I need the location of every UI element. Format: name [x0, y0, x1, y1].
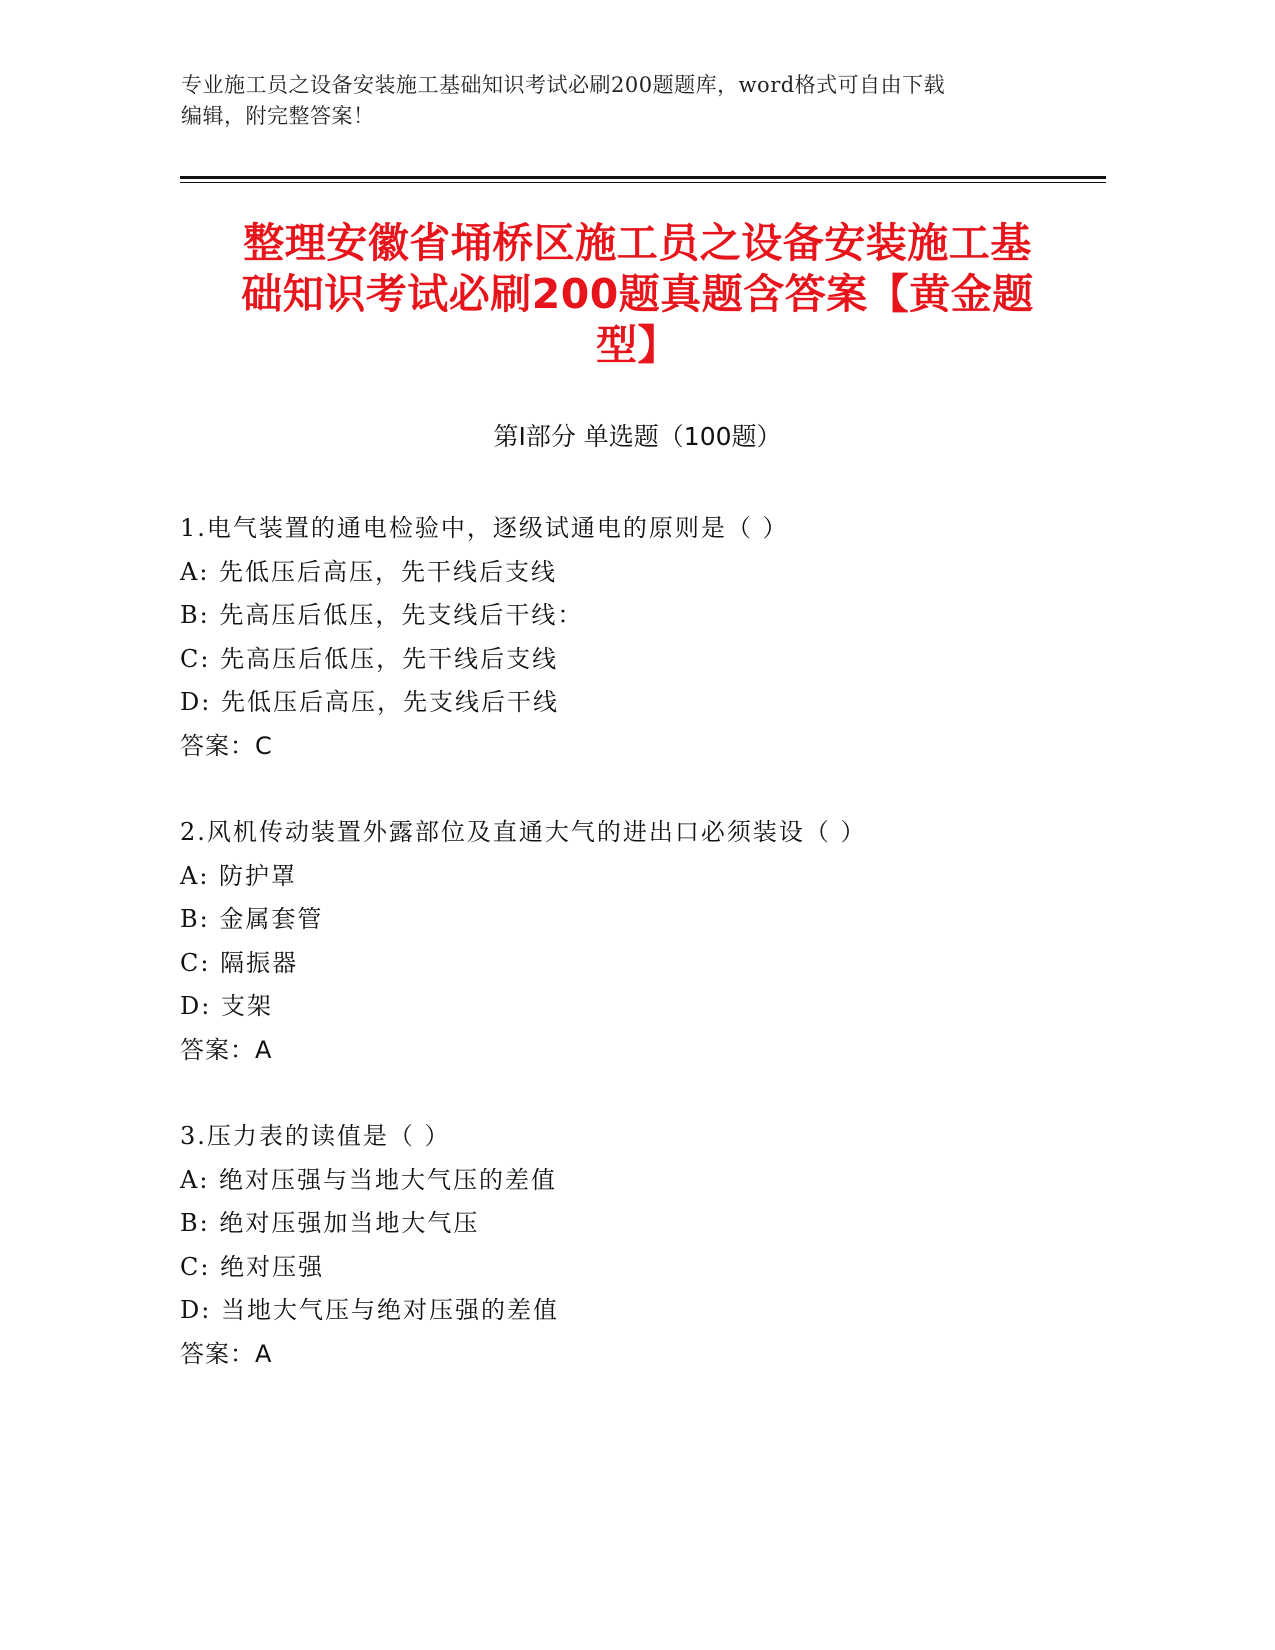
option-a: A: 先低压后高压，先干线后支线: [180, 557, 558, 586]
document-title-line-3: 型】: [596, 321, 679, 369]
option-c: C: 隔振器: [180, 948, 299, 977]
option-b: B: 金属套管: [180, 905, 324, 933]
option-a: A: 绝对压强与当地大气压的差值: [180, 1165, 558, 1194]
question-3: [180, 1115, 1100, 1376]
header-note-line-2: 编辑，附完整答案！: [181, 104, 375, 128]
header-note-line-1: 专业施工员之设备安装施工基础知识考试必刷200题题库，word格式可自由下载: [181, 73, 946, 97]
question-2: [180, 811, 1100, 1072]
question-stem: 3.压力表的读值是（ ）: [180, 1122, 451, 1150]
option-c: C: 绝对压强: [180, 1252, 325, 1281]
option-d: D: 支架: [180, 992, 273, 1020]
question-1: [180, 507, 1100, 768]
option-c: C: 先高压后低压，先干线后支线: [180, 644, 559, 673]
header-note: [181, 70, 1061, 132]
option-d: D: 当地大气压与绝对压强的差值: [180, 1296, 559, 1324]
document-title-line-1: 整理安徽省埇桥区施工员之设备安装施工基: [243, 219, 1032, 267]
option-b: B: 先高压后低压，先支线后干线：: [180, 601, 584, 629]
question-stem: 2.风机传动装置外露部位及直通大气的进出口必须装设（ ）: [180, 818, 867, 846]
document-title-line-2: 础知识考试必刷200题真题含答案【黄金题: [241, 270, 1034, 318]
question-list: [180, 507, 1100, 1419]
answer: 答案：A: [180, 1339, 273, 1368]
header-divider-thick: [180, 176, 1106, 179]
answer: 答案：A: [180, 1035, 273, 1064]
question-stem: 1.电气装置的通电检验中，逐级试通电的原则是（ ）: [180, 514, 789, 542]
document-title: [180, 218, 1095, 371]
option-a: A: 防护罩: [180, 861, 298, 890]
option-d: D: 先低压后高压，先支线后干线: [180, 688, 559, 716]
answer: 答案：C: [180, 731, 273, 760]
header-divider-thin: [180, 182, 1106, 183]
option-b: B: 绝对压强加当地大气压: [180, 1209, 480, 1237]
section-title: 第Ⅰ部分 单选题（100题）: [493, 422, 782, 451]
